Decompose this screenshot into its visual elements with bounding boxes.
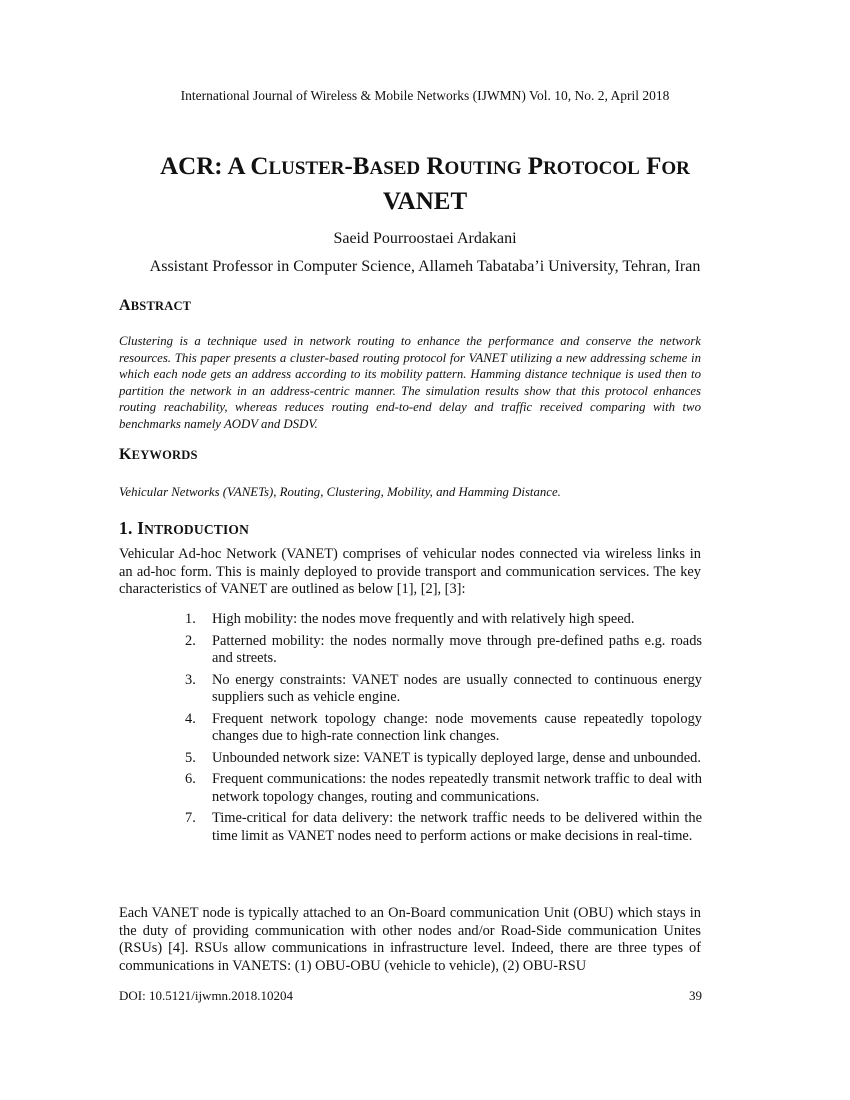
page-number: 39	[689, 988, 702, 1003]
heading-cap: K	[119, 446, 132, 463]
list-text: Time-critical for data delivery: the network traffic needs to be delivered within the time limit as VANET nodes need to perform actions or make decisions in real-time.	[212, 810, 702, 844]
title-part: OUTING	[444, 158, 522, 179]
title-part: ACR: A C	[160, 153, 269, 180]
heading-rest: EYWORDS	[131, 448, 198, 462]
running-header: International Journal of Wireless & Mobile Networks (IJWMN) Vol. 10, No. 2, April 2018	[180, 88, 670, 103]
paper-title	[100, 150, 750, 218]
list-number: 6.	[185, 771, 196, 787]
intro-paragraph-1: Vehicular Ad-hoc Network (VANET) comprises of vehicular nodes connected via wireless links in an ad-hoc form. This is mainly deployed to provide transport and communication services. The key characteristics of VANET are outlined as below [1], [2], [3]:	[119, 546, 701, 597]
list-text: Frequent network topology change: node movements cause repeatedly topology changes due to high-rate connection link changes.	[212, 710, 702, 744]
title-part: ROTOCOL	[543, 158, 640, 179]
list-number: 4.	[185, 710, 196, 727]
list-text: High mobility: the nodes move frequently and with relatively high speed.	[212, 611, 635, 627]
heading-rest: BSTRACT	[130, 299, 192, 313]
characteristics-list	[185, 611, 702, 849]
heading-cap: A	[119, 297, 131, 314]
intro-paragraph-2: Each VANET node is typically attached to an On-Board communication Unit (OBU) which stays in the duty of providing communication with other nodes and/or Road-Side communication Unites (RSUs) [4]. RSUs allow communications in infrastructure level. Indeed, there are three types of communications in VANETS: (1) OBU-OBU (vehicle to vehicle), (2) OBU-RSU	[119, 905, 701, 974]
list-number: 1.	[185, 611, 196, 627]
footer-doi: DOI: 10.5121/ijwmn.2018.10204	[119, 988, 294, 1003]
author-affiliation: Assistant Professor in Computer Science, Allameh Tabataba’i University, Tehran, Iran	[149, 258, 701, 275]
title-part: R	[420, 153, 445, 180]
title-line-2: VANET	[382, 188, 468, 215]
keywords-text: Vehicular Networks (VANETs), Routing, Clustering, Mobility, and Hamming Distance.	[119, 485, 561, 499]
list-number: 5.	[185, 749, 196, 766]
abstract-heading	[119, 297, 191, 315]
title-part: OR	[661, 158, 690, 179]
keywords-heading	[119, 446, 198, 464]
list-item	[185, 672, 702, 707]
list-item	[185, 711, 702, 746]
list-number: 2.	[185, 632, 196, 649]
title-part: -B	[344, 153, 370, 180]
list-number: 3.	[185, 671, 196, 688]
abstract-text: Clustering is a technique used in network routing to enhance the performance and conserve the network resources. This paper presents a cluster-based routing protocol for VANET utilizing a new addressing scheme in which each node gets an address according to its mobility pattern. Hamming distance technique is used then to partition the network in an address-centric manner. The simulation results show that this protocol enhances routing reachability, whereas reduces routing end-to-end delay and traffic received comparing with two benchmarks namely AODV and DSDV.	[119, 334, 701, 431]
list-text: Patterned mobility: the nodes normally move through pre-defined paths e.g. roads and streets.	[212, 632, 702, 666]
list-number: 7.	[185, 810, 196, 826]
title-part: F	[639, 153, 662, 180]
list-text: No energy constraints: VANET nodes are usually connected to continuous energy suppliers such as vehicle engine.	[212, 671, 702, 705]
title-part: P	[521, 153, 544, 180]
title-part: ASED	[369, 158, 421, 179]
title-part: LUSTER	[268, 158, 345, 179]
author-name: Saeid Pourroostaei Ardakani	[333, 230, 517, 247]
list-item	[185, 810, 702, 845]
introduction-heading	[119, 518, 249, 539]
list-text: Frequent communications: the nodes repeatedly transmit network traffic to deal with network topology changes, routing and communications.	[212, 771, 702, 805]
list-item	[185, 633, 702, 668]
list-text: Unbounded network size: VANET is typically deployed large, dense and unbounded.	[212, 749, 701, 766]
list-item	[185, 771, 702, 806]
list-item	[185, 750, 702, 768]
heading-rest: NTRODUCTION	[144, 522, 250, 537]
heading-cap: 1. I	[119, 518, 145, 538]
list-item	[185, 611, 702, 629]
